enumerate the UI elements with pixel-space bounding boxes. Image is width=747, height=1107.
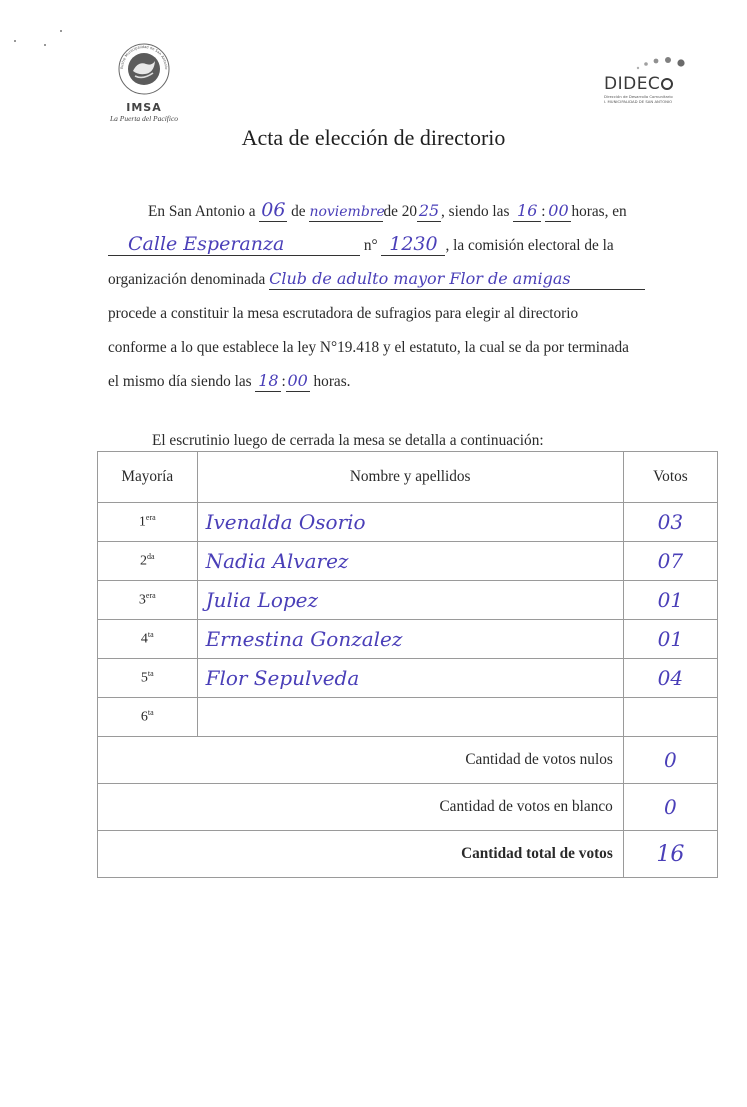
imsa-tagline: La Puerta del Pacífico [109, 114, 179, 123]
table-row [98, 659, 718, 698]
act-line-2 [108, 229, 720, 263]
act-text: En San Antonio a [148, 203, 256, 220]
total-votes-cell [623, 831, 717, 878]
act-text: horas. [313, 373, 351, 390]
scrutiny-intro: El escrutinio luego de cerrada la mesa se detalla a continuación: [152, 432, 544, 449]
street-field [108, 235, 360, 256]
imsa-logo [96, 42, 192, 123]
blank-votes-row [98, 784, 718, 831]
seal-ring-text: Ilustre Municipalidad de San Antonio [119, 44, 169, 70]
header-name: Nombre y apellidos [197, 452, 623, 503]
street-number-field [381, 235, 445, 256]
total-votes-row [98, 831, 718, 878]
rank-cell [98, 620, 198, 659]
votes-cell [623, 581, 717, 620]
end-minute-field [286, 372, 310, 392]
rank-number: 6 [140, 709, 148, 725]
null-votes-value: 0 [664, 748, 677, 772]
blank-votes-value: 0 [664, 795, 677, 819]
document-title: Acta de elección de directorio [241, 125, 506, 150]
hour-value: 16 [517, 201, 538, 220]
act-text: : [281, 373, 286, 390]
rank-cell [98, 659, 198, 698]
year-field [417, 202, 441, 222]
candidate-votes: 03 [657, 510, 684, 534]
act-text: organización denominada [108, 271, 266, 288]
table-row [98, 542, 718, 581]
hour-field [513, 202, 541, 222]
minute-field [545, 202, 571, 222]
end-hour-value: 18 [258, 371, 279, 390]
month-field [309, 203, 383, 222]
name-cell [197, 620, 623, 659]
null-votes-cell [623, 737, 717, 784]
imsa-abbreviation: IMSA [126, 101, 162, 114]
end-hour-field [255, 372, 281, 392]
null-votes-row [98, 737, 718, 784]
act-text: : [541, 203, 546, 220]
act-line-4 [108, 297, 720, 331]
results-table [97, 451, 718, 878]
candidate-votes: 01 [657, 627, 684, 651]
didec-globe-icon [661, 78, 673, 90]
didec-brand [604, 76, 714, 92]
year-value: 25 [418, 201, 440, 220]
name-cell [197, 659, 623, 698]
total-votes-value: 16 [656, 841, 685, 867]
table-row [98, 698, 718, 737]
name-cell [197, 503, 623, 542]
votes-cell [623, 503, 717, 542]
scan-speck [14, 40, 16, 42]
rank-number: 3 [138, 592, 146, 608]
imsa-seal-icon [117, 42, 171, 96]
didec-brand-text: DIDEC [604, 74, 661, 94]
scan-speck [44, 44, 46, 46]
table-row [98, 503, 718, 542]
blank-votes-cell [623, 784, 717, 831]
votes-cell [623, 620, 717, 659]
didec-subtitle-1: Dirección de Desarrollo Comunitario [604, 94, 673, 99]
rank-number: 1 [138, 514, 146, 530]
rank-suffix: ta [147, 669, 154, 679]
blank-votes-label: Cantidad de votos en blanco [98, 784, 624, 831]
candidate-name: Flor Sepulveda [205, 666, 360, 690]
header-votes: Votos [623, 452, 717, 503]
rank-number: 5 [140, 670, 148, 686]
minute-value: 00 [548, 201, 569, 220]
rank-cell [98, 698, 198, 737]
didec-dots-icon [632, 54, 692, 72]
candidate-name: Ernestina Gonzalez [205, 627, 403, 651]
rank-suffix: da [147, 552, 155, 562]
rank-cell [98, 542, 198, 581]
name-cell [197, 698, 623, 737]
table-row [98, 581, 718, 620]
rank-cell [98, 503, 198, 542]
candidate-name: Nadia Alvarez [205, 549, 349, 573]
act-text: el mismo día siendo las [108, 373, 252, 390]
end-minute-value: 00 [287, 371, 308, 390]
total-votes-label: Cantidad total de votos [98, 831, 624, 878]
table-header-row [98, 452, 718, 503]
act-text: , siendo las [441, 203, 510, 220]
table-row [98, 620, 718, 659]
candidate-name: Julia Lopez [205, 588, 319, 612]
name-cell [197, 542, 623, 581]
act-line-3 [108, 263, 720, 297]
didec-subtitle-2: I. MUNICIPALIDAD DE SAN ANTONIO [604, 99, 673, 104]
organization-value: Club de adulto mayor Flor de amigas [269, 269, 571, 288]
rank-number: 2 [140, 553, 147, 569]
candidate-votes: 01 [657, 588, 684, 612]
act-line-5 [108, 331, 720, 365]
votes-cell [623, 659, 717, 698]
act-line-1 [108, 195, 720, 229]
rank-suffix: era [145, 591, 156, 601]
act-paragraph [108, 195, 720, 399]
name-cell [197, 581, 623, 620]
act-text: , la comisión electoral de la [445, 237, 614, 254]
organization-field [269, 270, 645, 290]
act-text: conforme a lo que establece la ley N°19.418 y el estatuto, la cual se da por terminada [108, 339, 629, 356]
rank-suffix: era [145, 513, 156, 523]
header-rank: Mayoría [98, 452, 198, 503]
candidate-name: Ivenalda Osorio [205, 510, 366, 534]
rank-cell [98, 581, 198, 620]
rank-suffix: ta [147, 708, 154, 718]
null-votes-label: Cantidad de votos nulos [98, 737, 624, 784]
act-text: n° [363, 237, 378, 254]
votes-cell [623, 542, 717, 581]
act-text: horas, en [571, 203, 627, 220]
votes-cell [623, 698, 717, 737]
act-text: de [291, 203, 306, 220]
day-value: 06 [261, 199, 286, 221]
scan-speck [60, 30, 62, 32]
didec-logo [604, 54, 714, 104]
street-value: Calle Esperanza [128, 233, 285, 255]
act-line-6 [108, 365, 720, 399]
act-text: de 20 [383, 203, 417, 220]
month-value: noviembre [309, 204, 385, 220]
day-field [259, 201, 287, 222]
act-text: procede a constituir la mesa escrutadora de sufragios para elegir al directorio [108, 305, 579, 322]
candidate-votes: 04 [657, 666, 684, 690]
candidate-votes: 07 [657, 549, 684, 573]
rank-number: 4 [140, 631, 148, 647]
street-number-value: 1230 [389, 233, 438, 255]
rank-suffix: ta [147, 630, 154, 640]
